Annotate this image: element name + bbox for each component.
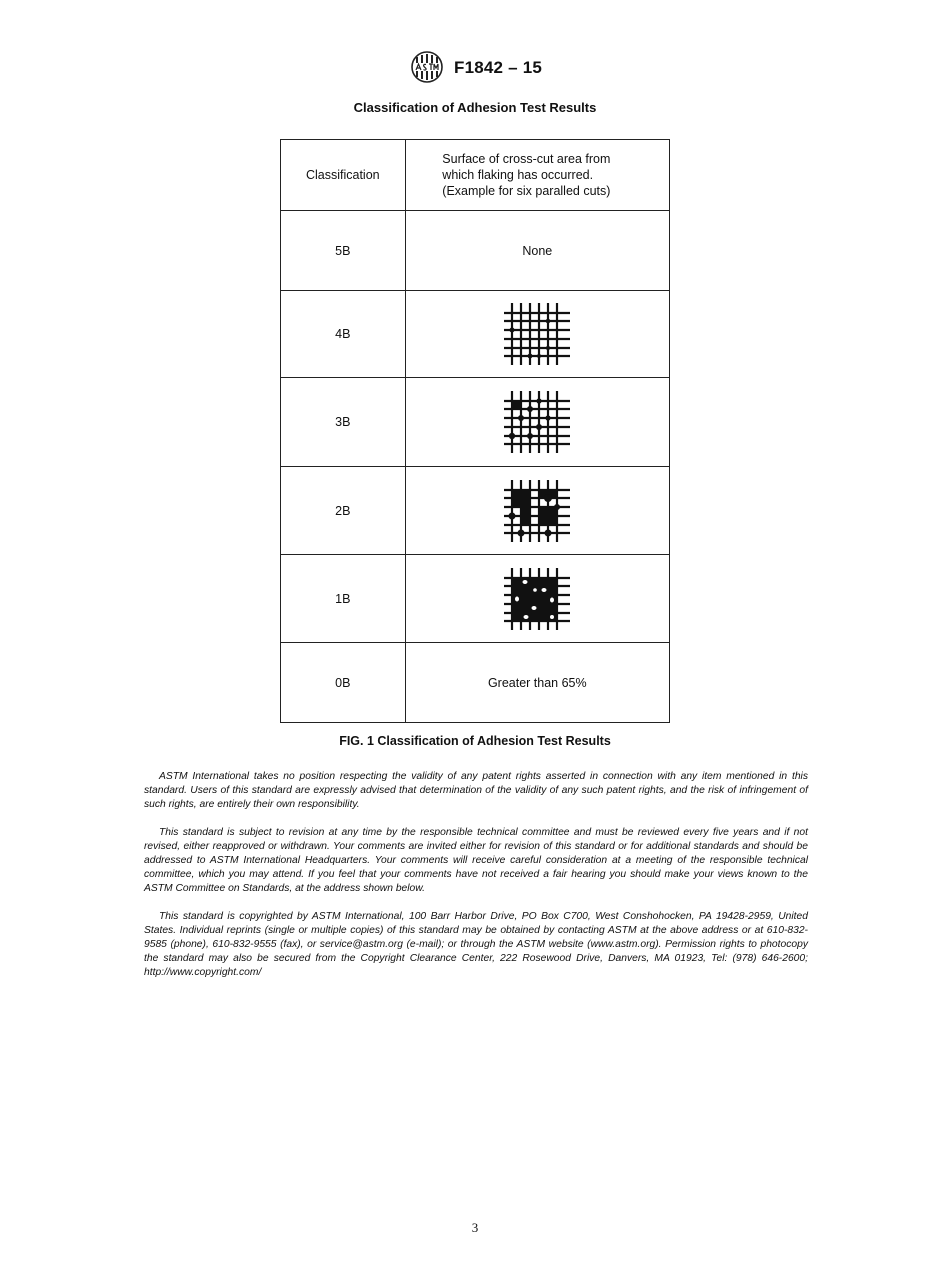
classification-cell: 3B: [281, 378, 406, 467]
surface-cell: [405, 555, 669, 643]
table-row: [281, 291, 670, 378]
legal-notes: [144, 770, 808, 994]
table-row: [281, 555, 670, 643]
copyright-notice: This standard is copyrighted by ASTM International, 100 Barr Harbor Drive, PO Box C700, West Conshohocken, PA 19428-2959, United States. Individual reprints (single or multiple copies) of this standard may be obtained by contacting ASTM at the above address or at 610-832-9585 (phone), 610-832-9555 (fax), or service@astm.org (e-mail); or through the ASTM website (www.astm.org). Permission rights to photocopy the standard may also be secured from the Copyright Clearance Center, 222 Rosewood Drive, Danvers, MA 01923, Tel: (978) 646-2600; http://www.copyright.com/: [144, 911, 808, 978]
table-row: [281, 378, 670, 467]
table-header-row: [281, 140, 670, 211]
cross-cut-grid-4b-icon: [504, 303, 570, 365]
header-surface: Surface of cross-cut area from which flaking has occurred. (Example for six paralled cuts): [442, 152, 611, 198]
page-header: [0, 50, 950, 86]
table-row: [281, 643, 670, 723]
surface-cell: [405, 378, 669, 467]
page-number: 3: [471, 1220, 479, 1235]
surface-cell: [405, 467, 669, 555]
table-row: [281, 211, 670, 291]
revision-notice: This standard is subject to revision at any time by the responsible technical committee and must be reviewed every five years and if not revised, either reapproved or withdrawn. Your comments are invited either for revision of this standard or for additional standards and should be addressed to ASTM International Headquarters. Your comments will receive careful consideration at a meeting of the responsible technical committee, which you may attend. If you feel that your comments have not received a fair hearing you should make your views known to the ASTM Committee on Standards, at the address shown below.: [144, 827, 808, 894]
figure-title: Classification of Adhesion Test Results: [353, 100, 597, 115]
header-surface-cell: [405, 140, 669, 211]
patent-notice: ASTM International takes no position respecting the validity of any patent rights asserted in connection with any item mentioned in this standard. Users of this standard are expressly advised that determination of the validity of any such patent rights, and the risk of infringement of such rights, are entirely their own responsibility.: [144, 771, 808, 810]
cross-cut-grid-2b-icon: [504, 480, 570, 542]
standard-designation: F1842 – 15: [454, 58, 543, 77]
classification-cell: 5B: [281, 211, 406, 291]
surface-cell: None: [405, 211, 669, 291]
table-row: [281, 467, 670, 555]
astm-logo-icon: [409, 50, 445, 84]
cross-cut-grid-1b-icon: [504, 568, 570, 630]
cross-cut-grid-3b-icon: [504, 391, 570, 453]
surface-cell: [405, 291, 669, 378]
surface-cell: Greater than 65%: [405, 643, 669, 723]
classification-cell: 1B: [281, 555, 406, 643]
classification-cell: 2B: [281, 467, 406, 555]
classification-cell: 4B: [281, 291, 406, 378]
classification-cell: 0B: [281, 643, 406, 723]
figure-caption: FIG. 1 Classification of Adhesion Test Results: [339, 734, 611, 748]
header-classification: Classification: [281, 140, 406, 211]
classification-table: [280, 139, 670, 723]
